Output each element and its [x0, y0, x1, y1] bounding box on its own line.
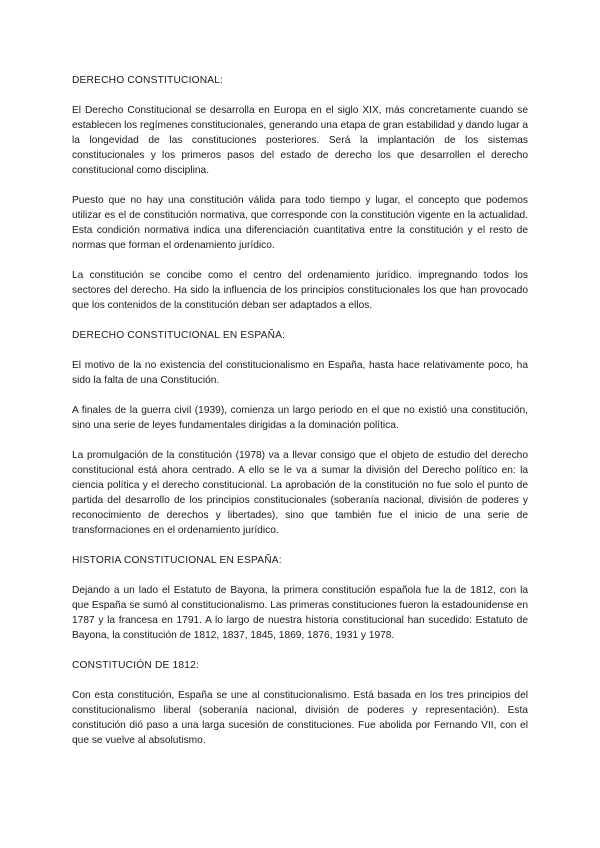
paragraph: Con esta constitución, España se une al constitucionalismo. Está basada en los tres principios del constitucionalismo liberal (soberanía nacional, división de poderes y representación). Esta constitución dió paso a una larga sucesión de constituciones. Fue abolida por Fernando VII, con el que se vuelve al absolutismo. [72, 690, 528, 746]
paragraph: La promulgación de la constitución (1978) va a llevar consigo que el objeto de estudio del derecho constitucional está ahora centrado. A ello se le va a sumar la división del Derecho político en: la ciencia política y el derecho constitucional. La aprobación de la constitución no fue solo el punto de partida del desarrollo de los principios constitucionales (soberanía nacional, división de poderes y reconocimiento de derechos y libertades), sino que también fue el inicio de una serie de transformaciones en el ordenamiento jurídico. [72, 450, 528, 536]
paragraph: A finales de la guerra civil (1939), comienza un largo periodo en el que no existió una constitución, sino una serie de leyes fundamentales dirigidas a la dominación política. [72, 405, 528, 431]
section-heading: DERECHO CONSTITUCIONAL: [72, 75, 224, 86]
section-historia-constitucional [72, 553, 528, 643]
paragraph: El Derecho Constitucional se desarrolla en Europa en el siglo XIX, más concretamente cuando se establecen los regímenes constitucionales, generando una etapa de gran estabilidad y dando lugar a la longevidad de las constituciones posteriores. Será la implantación de los sistemas constitucionales y los primeros pasos del estado de derecho los que desarrollen el derecho constitucional como disciplina. [72, 105, 528, 176]
document-page [72, 73, 528, 763]
paragraph: Puesto que no hay una constitución válida para todo tiempo y lugar, el concepto que podemos utilizar es el de constitución normativa, que corresponde con la constitución vigente en la actualidad. Esta condición normativa indica una diferenciación cuantitativa entre la constitución y el resto de normas que forman el ordenamiento jurídico. [72, 195, 528, 251]
section-heading: CONSTITUCIÓN DE 1812: [72, 660, 200, 671]
paragraph: Dejando a un lado el Estatuto de Bayona, la primera constitución española fue la de 1812, con la que España se sumó al constitucionalismo. Las primeras constituciones fueron la estadounidense en 1787 y la francesa en 1791. A lo largo de nuestra historia constitucional han sucedido: Estatuto de Bayona, la constitución de 1812, 1837, 1845, 1869, 1876, 1931 y 1978. [72, 585, 528, 641]
section-heading: DERECHO CONSTITUCIONAL EN ESPAÑA: [72, 330, 286, 341]
section-heading: HISTORIA CONSTITUCIONAL EN ESPAÑA: [72, 555, 282, 566]
section-derecho-constitucional-espana [72, 328, 528, 538]
section-derecho-constitucional [72, 73, 528, 313]
paragraph: El motivo de la no existencia del constitucionalismo en España, hasta hace relativamente poco, ha sido la falta de una Constitución. [72, 360, 528, 386]
section-constitucion-1812 [72, 658, 528, 748]
paragraph: La constitución se concibe como el centro del ordenamiento jurídico. impregnando todos los sectores del derecho. Ha sido la influencia de los principios constitucionales los que han provocado que los contenidos de la constitución deban ser adaptados a ellos. [72, 270, 528, 311]
